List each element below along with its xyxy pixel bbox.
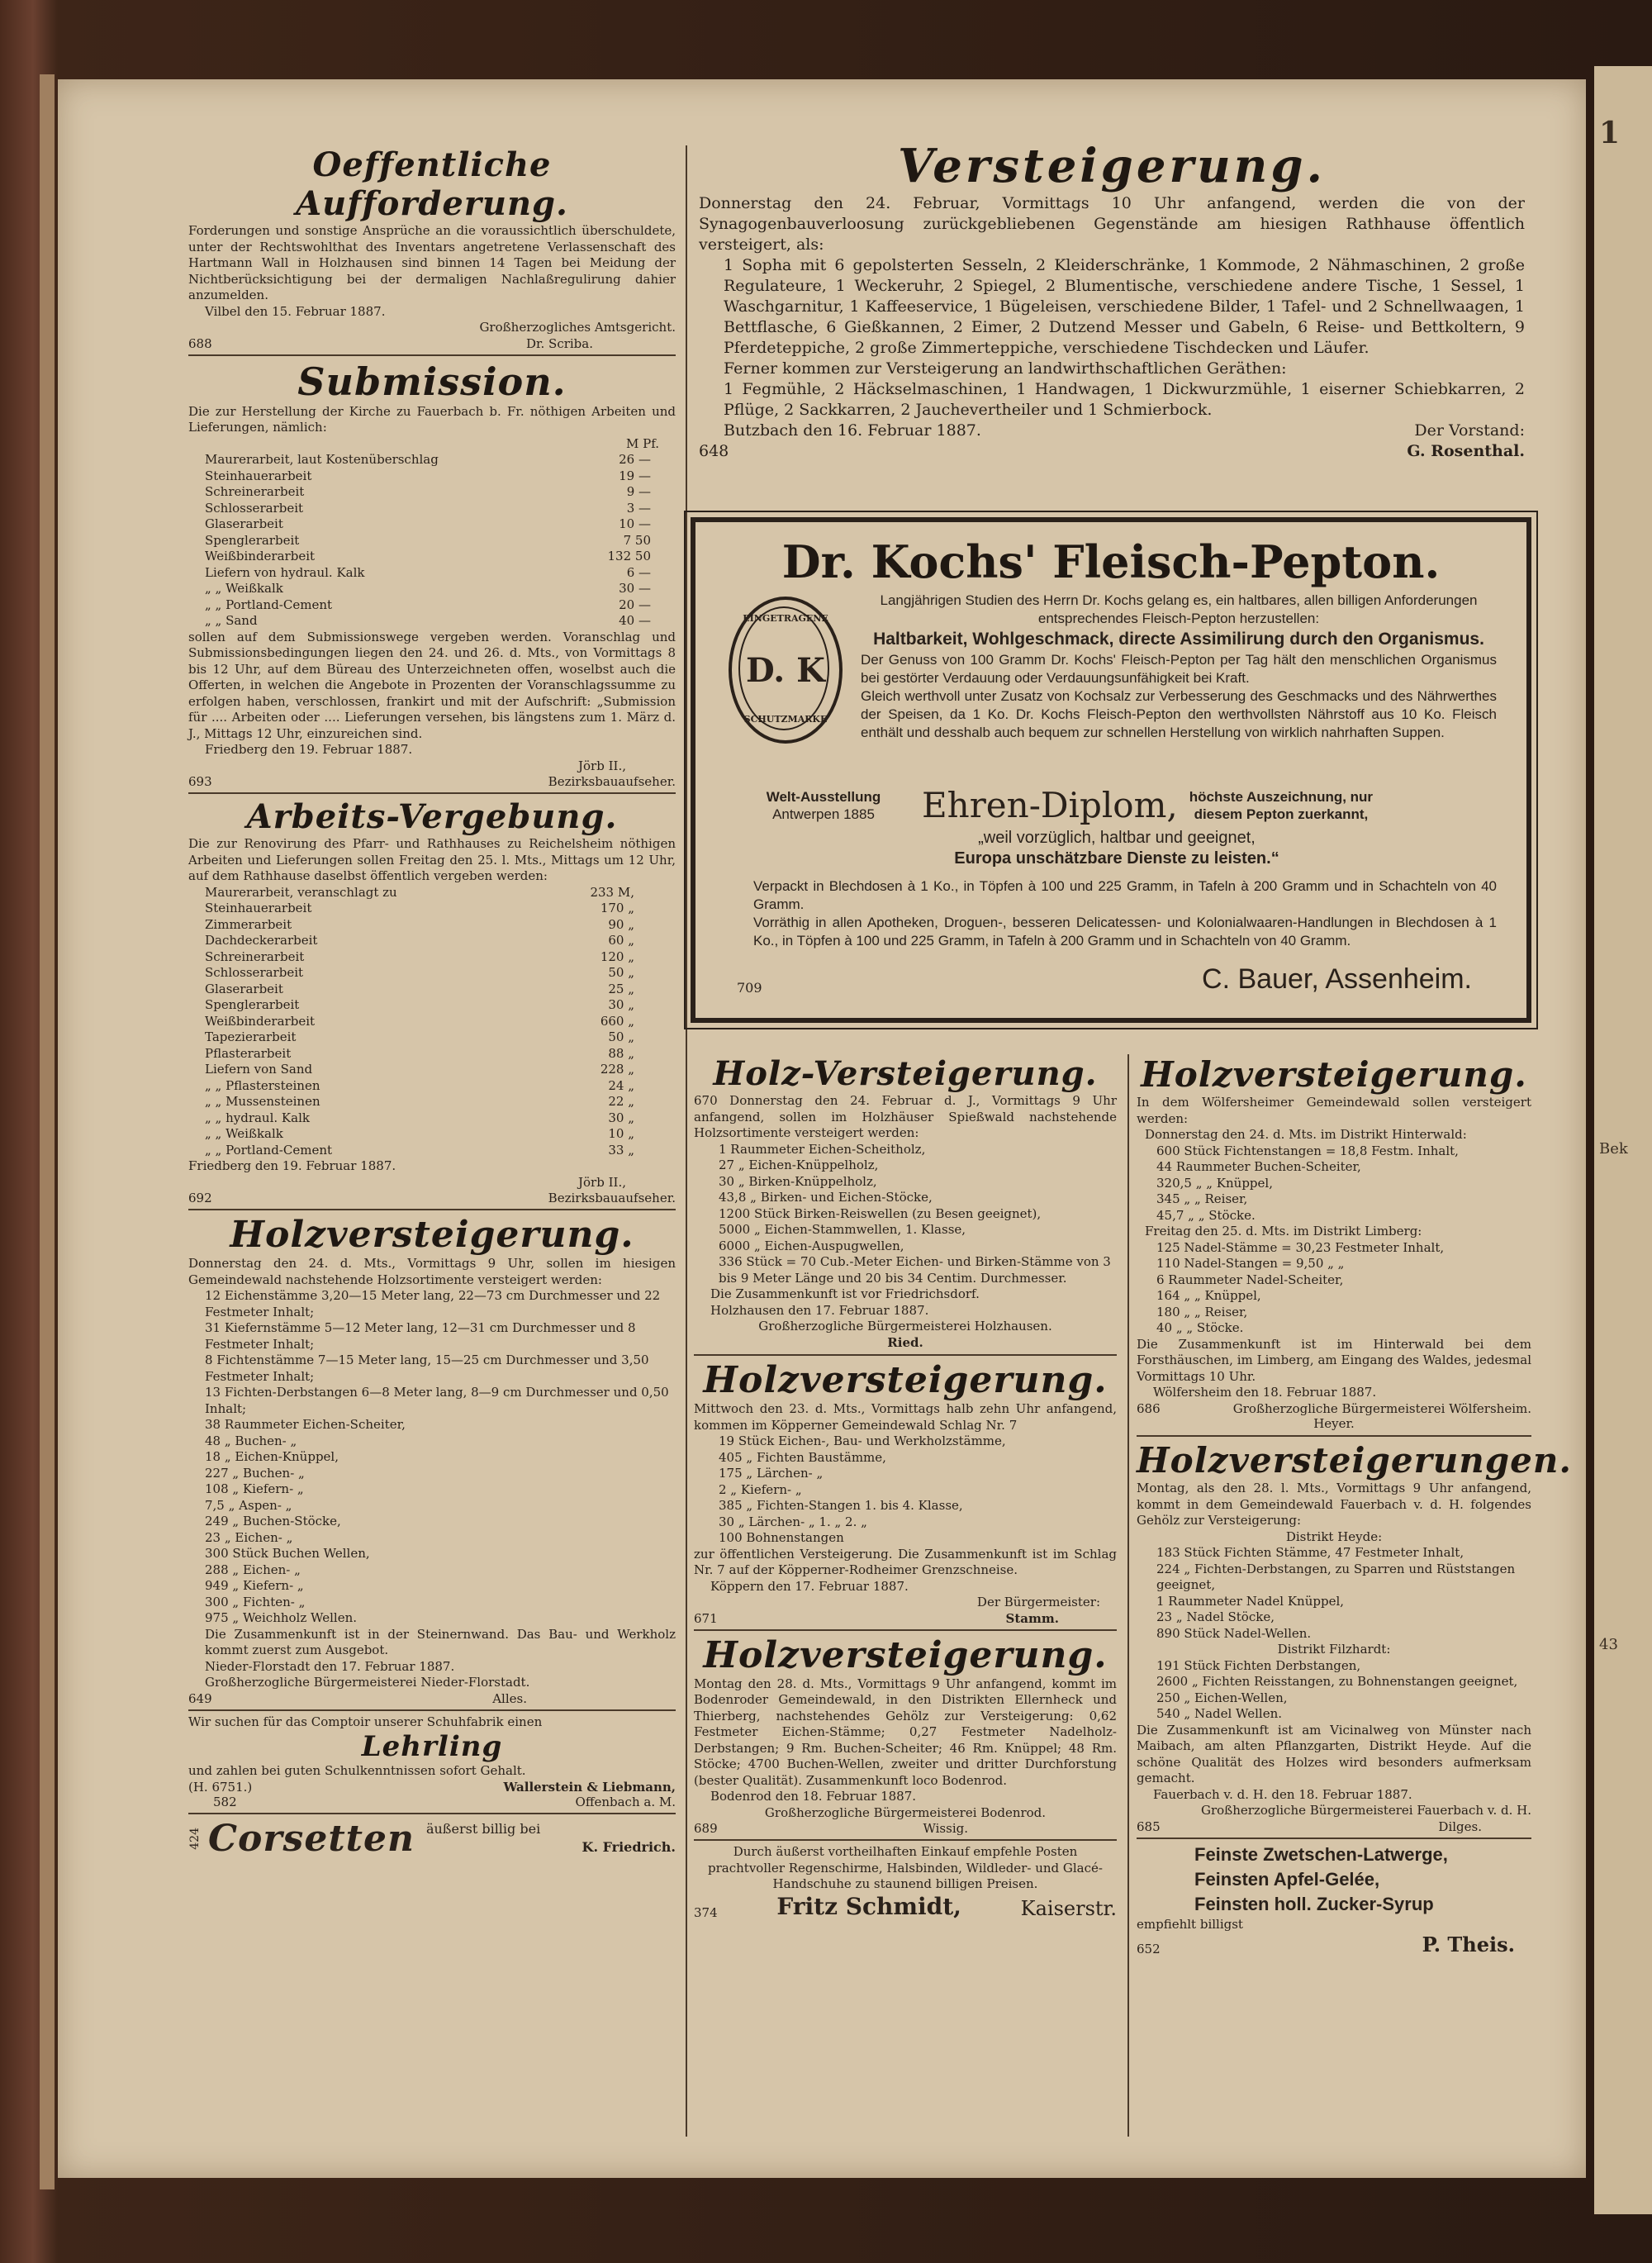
item-label: Liefern von hydraul. Kalk — [205, 564, 365, 580]
holzvers-date: Holzhausen den 17. Februar 1887. — [710, 1302, 929, 1318]
holzf-notice — [1137, 1440, 1573, 1834]
table-row — [205, 917, 634, 934]
holz3-name: Wissig. — [923, 1821, 968, 1836]
versteigerung-name: G. Rosenthal. — [1407, 442, 1525, 460]
list-item: 227 „ Buchen- „ — [205, 1465, 305, 1481]
aufforderung-body: Forderungen und sonstige Ansprüche an die voraussichtlich überschuldete, unter der Rechtswohlthat des Inventars angetretene Verlassenschaft des Hartmann Wall in Holzhausen sind binnen 14 Tagen bei Meidung der Nichtberücksichtigung bei der dermaligen Nachlaßregulirung dahier anzumelden. — [188, 223, 676, 302]
list-item: 540 „ Nadel Wellen. — [1156, 1706, 1283, 1721]
theis-number: 652 — [1137, 1942, 1161, 1956]
holz1-name: Alles. — [492, 1690, 527, 1706]
kochs-firm: C. Bauer, Assenheim. — [1202, 963, 1472, 995]
holzw-d1: Donnerstag den 24. d. Mts. im Distrikt Hinterwald: — [1145, 1127, 1467, 1142]
list-item: 23 „ Nadel Stöcke, — [1156, 1609, 1275, 1624]
item-label: „ „ Mussensteinen — [205, 1094, 320, 1109]
column-left — [188, 145, 676, 1860]
item-value: 9 — — [626, 484, 651, 499]
kochs-p5: Vorräthig in allen Apotheken, Droguen-, besseren Delicatessen- und Kolonialwaaren-Handlungen in Blechdosen à 1 Ko., in Töpfen à 100 und 225 Gramm, in Tafeln à 200 Gramm und in Schachteln von 40 Gramm. — [753, 915, 1497, 948]
aufforderung-date: Vilbel den 15. Februar 1887. — [205, 303, 386, 319]
item-value: 30 „ — [608, 997, 634, 1012]
versteigerung-notice — [699, 139, 1525, 462]
holz2-date: Köppern den 17. Februar 1887. — [710, 1578, 909, 1594]
item-label: Spenglerarbeit — [205, 532, 300, 548]
item-value: 132 50 — [607, 549, 651, 563]
corsetten-text: äußerst billig bei — [425, 1821, 541, 1837]
submission-date: Friedberg den 19. Februar 1887. — [205, 742, 413, 757]
item-label: „ „ Sand — [205, 613, 258, 628]
item-value: 7 50 — [623, 532, 651, 548]
item-label: Maurerarbeit, laut Kostenüberschlag — [205, 452, 439, 467]
kochs-expo1: Welt-Ausstellung — [766, 788, 881, 805]
list-item: 7,5 „ Aspen- „ — [205, 1497, 292, 1513]
emblem-bottom-text: SCHUTZMARKE — [743, 714, 828, 725]
versteigerung-number: 648 — [699, 442, 729, 460]
holzf-body: Die Zusammenkunft ist am Vicinalweg von Münster nach Maibach, am alten Pflanzgarten, Distrikt Heyde. Auf die schöne Qualität des Holzes wird besonders aufmerksam gemacht. — [1137, 1722, 1531, 1785]
theis-text: empfiehlt billigst — [1137, 1916, 1243, 1932]
schmidt-number: 374 — [694, 1904, 718, 1920]
table-row — [205, 549, 651, 565]
kochs-expo2: Antwerpen 1885 — [772, 806, 875, 822]
submission-name: Jörb II., — [578, 758, 626, 773]
list-item: 19 Stück Eichen-, Bau- und Werkholzstämme, — [719, 1433, 1006, 1448]
list-item: 405 „ Fichten Baustämme, — [719, 1449, 886, 1465]
holz1-notice — [188, 1214, 676, 1706]
table-row — [205, 501, 651, 517]
list-item: 13 Fichten-Derbstangen 6—8 Meter lang, 8—9 cm Durchmesser und 0,50 Inhalt; — [205, 1385, 669, 1416]
table-row — [205, 1094, 634, 1110]
holzw-signer: Großherzogliche Bürgermeisterei Wölfersheim. — [1232, 1400, 1531, 1416]
list-item: 40 „ „ Stöcke. — [1156, 1320, 1244, 1335]
list-item: 224 „ Fichten-Derbstangen, zu Sparren und Rüststangen geeignet, — [1156, 1561, 1516, 1592]
item-label: Schreinerarbeit — [205, 948, 305, 964]
item-label: Schreinerarbeit — [205, 484, 305, 499]
table-row — [205, 1029, 634, 1046]
list-item: 249 „ Buchen-Stöcke, — [205, 1514, 341, 1528]
item-label: Liefern von Sand — [205, 1062, 313, 1077]
table-row — [205, 982, 634, 998]
lehrling-text: Wir suchen für das Comptoir unserer Schuhfabrik einen — [188, 1714, 543, 1729]
divider — [188, 354, 676, 356]
arbeits-title: Arbeits-Vergebung. — [246, 797, 618, 836]
arbeits-name: Jörb II., — [578, 1174, 626, 1190]
table-row — [205, 933, 634, 949]
theis-line2: Feinsten Apfel-Gelée, — [1194, 1868, 1380, 1890]
holzw-d2: Freitag den 25. d. Mts. im Distrikt Limberg: — [1145, 1224, 1422, 1238]
holzvers-name: Ried. — [887, 1334, 923, 1350]
lehrling-ref: (H. 6751.) — [188, 1779, 253, 1795]
versteigerung-signer: Der Vorstand: — [1414, 421, 1525, 440]
item-value: 19 — — [619, 468, 651, 483]
holzvers-signer: Großherzogliche Bürgermeisterei Holzhausen. — [758, 1319, 1052, 1334]
table-row — [205, 452, 651, 468]
holz2-signer: Der Bürgermeister: — [976, 1595, 1100, 1609]
item-value: 20 — — [619, 597, 651, 612]
kochs-p2: Der Genuss von 100 Gramm Dr. Kochs' Fleisch-Pepton per Tag hält den menschlichen Organismus bei gestörter Verdauung oder Verdauungsunfähigkeit bei Kraft. — [861, 652, 1497, 686]
holzf-number: 685 — [1137, 1818, 1161, 1834]
arbeits-table — [205, 885, 634, 1159]
corsetten-name: K. Friedrich. — [582, 1839, 676, 1855]
versteigerung-title: Versteigerung. — [897, 139, 1327, 193]
item-value: 90 „ — [608, 916, 634, 932]
aufforderung-title: Oeffentliche Aufforderung. — [296, 145, 568, 223]
item-label: Tapezierarbeit — [205, 1029, 297, 1044]
item-label: Weißbinderarbeit — [205, 549, 316, 563]
kochs-award1: höchste Auszeichnung, nur — [1189, 788, 1374, 805]
schutzmarke-emblem — [729, 597, 843, 744]
arbeits-signer: Bezirksbauaufseher. — [548, 1191, 676, 1205]
holzw-name: Heyer. — [1313, 1415, 1355, 1431]
item-value: 24 „ — [608, 1077, 634, 1093]
newspaper-page — [58, 79, 1586, 2178]
list-item: 180 „ „ Reiser, — [1156, 1304, 1248, 1319]
table-row — [205, 885, 634, 901]
divider — [694, 1839, 1117, 1841]
lehrling-place: Offenbach a. M. — [575, 1794, 676, 1809]
divider — [694, 1354, 1117, 1356]
item-value: 30 „ — [608, 1110, 634, 1125]
list-item: 345 „ „ Reiser, — [1156, 1191, 1248, 1206]
item-value: 33 „ — [608, 1142, 634, 1158]
arbeits-notice — [188, 797, 676, 1205]
kochs-p3: Gleich werthvoll unter Zusatz von Kochsalz zur Verbesserung des Geschmacks und des Nährwerthes der Speisen, da 1 Ko. Dr. Kochs Fleisch-Pepton den werthvollsten Nährstoff aus 10 Ko. Fleisch enthält und desshalb auch bequem zur schnellen Herstellung von wirklich nahrhaften Suppen. — [861, 688, 1497, 740]
table-row — [205, 997, 634, 1014]
lehrling-number: 582 — [213, 1794, 237, 1809]
table-row — [205, 581, 651, 597]
item-value: 170 „ — [600, 901, 634, 915]
divider — [1137, 1837, 1531, 1839]
holz2-body: zur öffentlichen Versteigerung. Die Zusammenkunft ist im Schlag Nr. 7 auf der Köpperner-Rodheimer Grenzschneise. — [694, 1546, 1117, 1577]
versteigerung-more: Ferner kommen zur Versteigerung an landwirthschaftlichen Geräthen: — [724, 359, 1287, 378]
list-item: 23 „ Eichen- „ — [205, 1529, 293, 1545]
lehrling-firm: Wallerstein & Liebmann, — [503, 1779, 676, 1795]
theis-line1: Feinste Zwetschen-Latwerge, — [1194, 1843, 1448, 1865]
item-label: Steinhauerarbeit — [205, 901, 312, 915]
table-row — [205, 597, 651, 614]
list-item: 183 Stück Fichten Stämme, 47 Festmeter Inhalt, — [1156, 1545, 1464, 1560]
holz2-number: 671 — [694, 1610, 718, 1626]
table-row — [205, 1110, 634, 1127]
holzf-intro: Montag, als den 28. l. Mts., Vormittags 9 Uhr anfangend, kommt in dem Gemeindewald Fauerbach v. d. H. folgendes Gehölz zur Versteigerung: — [1137, 1481, 1531, 1528]
table-row — [205, 1143, 634, 1159]
theis-ad — [1137, 1842, 1531, 1957]
item-value: 6 — — [626, 564, 651, 580]
holzvers-body: Die Zusammenkunft ist vor Friedrichsdorf. — [710, 1286, 980, 1301]
holz1-date: Nieder-Florstadt den 17. Februar 1887. — [205, 1658, 455, 1674]
list-item: 300 „ Fichten- „ — [205, 1594, 306, 1609]
divider — [694, 1629, 1117, 1631]
versteigerung-intro: Donnerstag den 24. Februar, Vormittags 10 Uhr anfangend, werden die von der Synagogenbauverloosung zurückgebliebenen Gegenstände am hiesigen Rathhause öffentlich versteigert, als: — [699, 194, 1525, 254]
kochs-quote2: Europa unschätzbare Dienste zu leisten.“ — [954, 849, 1279, 868]
theis-name: P. Theis. — [1422, 1933, 1515, 1956]
item-value: 22 „ — [608, 1094, 634, 1109]
item-label: Dachdeckerarbeit — [205, 933, 318, 948]
list-item: 164 „ „ Knüppel, — [1156, 1288, 1261, 1303]
holzvers-title: Holz-Versteigerung. — [713, 1054, 1098, 1093]
holz2-notice — [694, 1359, 1117, 1626]
kochs-pepton-ad — [691, 517, 1531, 1023]
list-item: 6 Raummeter Nadel-Scheiter, — [1156, 1272, 1344, 1287]
submission-table — [205, 452, 651, 630]
lehrling-title: Lehrling — [361, 1730, 503, 1763]
list-item: 6000 „ Eichen-Auspugwellen, — [719, 1238, 904, 1253]
table-row — [205, 965, 634, 982]
list-item: 1 Raummeter Nadel Knüppel, — [1156, 1593, 1345, 1609]
arbeits-intro: Die zur Renovirung des Pfarr- und Rathhauses zu Reichelsheim nöthigen Arbeiten und Lieferungen sollen Freitag den 25. l. Mts., Mittags um 12 Uhr, auf dem Rathhause daselbst öffentlich vergeben werden: — [188, 836, 676, 883]
list-item: 1 Raummeter Eichen-Scheitholz, — [719, 1141, 926, 1157]
versteigerung-list2: 1 Fegmühle, 2 Häckselmaschinen, 1 Handwagen, 1 Dickwurzmühle, 1 eiserner Schiebkarren, 2 Pflüge, 2 Sackkarren, 2 Jauchevertheiler und 1 Schmierbock. — [724, 380, 1525, 419]
list-item: 600 Stück Fichtenstangen = 18,8 Festm. Inhalt, — [1156, 1143, 1459, 1158]
holz1-title: Holzversteigerung. — [230, 1214, 634, 1256]
list-item: 12 Eichenstämme 3,20—15 Meter lang, 22—73 cm Durchmesser und 22 Festmeter Inhalt; — [205, 1288, 661, 1319]
holzw-body: Die Zusammenkunft ist im Hinterwald bei dem Forsthäuschen, im Limberg, am Eingang des Waldes, jedesmal Vormittags 10 Uhr. — [1137, 1336, 1531, 1384]
submission-title: Submission. — [297, 359, 567, 404]
schmidt-text: Durch äußerst vortheilhaften Einkauf empfehle Posten prachtvoller Regenschirme, Halsbinden, Wildleder- und Glacé-Handschuhe zu staunend billigen Preisen. — [708, 1844, 1103, 1891]
list-item: 2600 „ Fichten Reisstangen, zu Bohnenstangen geeignet, — [1156, 1674, 1518, 1689]
kochs-diplom: Ehren-Diplom, — [922, 785, 1178, 825]
item-value: 50 „ — [608, 1029, 634, 1044]
holz1-intro: Donnerstag den 24. d. Mts., Vormittags 9 Uhr, sollen im hiesigen Gemeindewald nachstehende Holzsortimente versteigert werden: — [188, 1256, 676, 1287]
item-label: Schlosserarbeit — [205, 965, 304, 980]
table-row — [205, 613, 651, 630]
item-label: Weißbinderarbeit — [205, 1013, 316, 1029]
list-item: 336 Stück = 70 Cub.-Meter Eichen- und Birken-Stämme von 3 bis 9 Meter Länge und 20 bis 34 Centim. Durchmesser. — [719, 1254, 1111, 1286]
holzf-title: Holzversteigerungen. — [1137, 1440, 1573, 1481]
divider — [188, 792, 676, 794]
next-page-edge: 1 Bek 43 — [1594, 66, 1652, 2214]
item-value: 88 „ — [608, 1045, 634, 1061]
item-value: 10 „ — [608, 1126, 634, 1141]
list-item: 175 „ Lärchen- „ — [719, 1466, 824, 1481]
aufforderung-name: Dr. Scriba. — [525, 335, 593, 351]
item-value: 3 — — [626, 500, 651, 516]
holz2-list — [694, 1433, 1117, 1547]
list-item: 2 „ Kiefern- „ — [719, 1481, 802, 1497]
table-row — [205, 468, 651, 485]
item-value: 30 — — [619, 581, 651, 596]
holz1-signer: Großherzogliche Bürgermeisterei Nieder-Florstadt. — [205, 1675, 530, 1690]
item-label: Schlosserarbeit — [205, 500, 304, 516]
aufforderung-signer: Großherzogliches Amtsgericht. — [479, 320, 676, 335]
corsetten-title: Corsetten — [208, 1817, 415, 1860]
holzw-list1 — [1137, 1143, 1531, 1224]
holz3-body: Montag den 28. d. Mts., Vormittags 9 Uhr anfangend, kommt im Bodenroder Gemeindewald, in den Distrikten Ellernheck und Thierberg, nachstehendes Gehölz zur Versteigerung: 0,62 Festmeter Eichen-Stämme; 0,27 Festmeter Nadelholz-Derbstangen; 9 Rm. Buchen-Scheiter; 46 Rm. Knüppel; 48 Rm. Stöcke; 4700 Buchen-Wellen, zweiter und dritter Durchforstung (bester Qualität). Zusammenkunft loco Bodenrod. — [694, 1676, 1117, 1788]
emblem-top-text: EINGETRAGENE — [743, 613, 828, 624]
list-item: 48 „ Buchen- „ — [205, 1433, 297, 1448]
holzvers-notice — [694, 1054, 1117, 1351]
holz2-intro: Mittwoch den 23. d. Mts., Vormittags halb zehn Uhr anfangend, kommen im Köpperner Gemeindewald Schlag Nr. 7 — [694, 1401, 1117, 1433]
item-value: 660 „ — [600, 1013, 634, 1029]
holz1-list — [188, 1288, 676, 1627]
item-value: 228 „ — [600, 1062, 634, 1077]
schmidt-place: Kaiserstr. — [1020, 1896, 1117, 1920]
list-item: 43,8 „ Birken- und Eichen-Stöcke, — [719, 1190, 933, 1205]
kochs-title: Dr. Kochs' Fleisch-Pepton. — [781, 535, 1441, 588]
holzf-list1 — [1137, 1545, 1531, 1642]
list-item: 5000 „ Eichen-Stammwellen, 1. Klasse, — [719, 1222, 966, 1237]
table-row — [205, 1014, 634, 1030]
theis-line3: Feinsten holl. Zucker-Syrup — [1194, 1893, 1434, 1914]
divider — [1137, 1435, 1531, 1437]
column-right — [1137, 1054, 1573, 1956]
item-value: 25 „ — [608, 981, 634, 996]
kochs-p1: Langjährigen Studien des Herrn Dr. Kochs gelang es, ein haltbares, allen billigen Anforderungen entsprechendes Fleisch-Pepton herzustellen: — [880, 592, 1478, 626]
arbeits-number: 692 — [188, 1191, 212, 1205]
versteigerung-list: 1 Sopha mit 6 gepolsterten Sesseln, 2 Kleiderschränke, 1 Kommode, 2 Nähmaschinen, 2 große Regulateure, 1 Weckeruhr, 2 Spiegel, 2 Blumentische, verschiedene andere Tische, 1 Sessel, 1 Waschgarnitur, 1 Kaffeeservice, 1 Bügeleisen, verschiedene Bilder, 1 Tafel- und 2 Schnellwaagen, 1 Bettflasche, 6 Gießkannen, 2 Eimer, 2 Dutzend Messer und Gabeln, 6 Reise- und Bettkoltern, 9 Pferdeteppiche, 2 große Zimmerteppiche, verschiedene Tischdecken und Läufer. — [724, 256, 1525, 357]
lehrling-ad — [188, 1714, 676, 1809]
list-item: 300 Stück Buchen Wellen, — [205, 1546, 370, 1561]
item-label: Glaserarbeit — [205, 516, 283, 531]
table-row — [205, 1062, 634, 1078]
item-label: „ „ hydraul. Kalk — [205, 1110, 310, 1125]
list-item: 100 Bohnenstangen — [719, 1530, 844, 1545]
holzvers-list — [694, 1142, 1117, 1287]
kochs-award2: diesem Pepton zuerkannt, — [1194, 806, 1369, 822]
submission-signer: Bezirksbauaufseher. — [548, 774, 676, 789]
divider — [188, 1709, 676, 1711]
schmidt-name: Fritz Schmidt, — [776, 1892, 961, 1920]
list-item: 38 Raummeter Eichen-Scheiter, — [205, 1417, 406, 1432]
item-value: 10 — — [619, 516, 651, 531]
column-middle — [694, 1054, 1117, 1920]
item-label: Maurerarbeit, veranschlagt zu — [205, 884, 397, 900]
table-row — [205, 484, 651, 501]
item-label: Glaserarbeit — [205, 981, 283, 996]
holz3-signer: Großherzogliche Bürgermeisterei Bodenrod. — [764, 1804, 1047, 1820]
column-rule-2 — [1127, 1054, 1129, 2137]
versteigerung-date: Butzbach den 16. Februar 1887. — [724, 421, 981, 440]
submission-body: sollen auf dem Submissionswege vergeben werden. Voranschlag und Submissionsbedingungen liegen den 24. und 26. d. Mts., von Vormittags 8 bis 12 Uhr, auf dem Büreau des Unterzeichneten offen, woselbst auch die Offerten, in welchen die Angebote in Prozenten der Voranschlagssumme zu erfolgen haben, verschlossen, frankirt und mit der Aufschrift: „Submission für .... Arbeiten oder .... Lieferungen versehen, bis längstens zum 1. März d. J., Mittags 12 Uhr, einzureichen sind. — [188, 629, 676, 741]
table-row — [205, 1126, 634, 1143]
item-label: „ „ Pflastersteinen — [205, 1077, 320, 1093]
submission-number: 693 — [188, 774, 212, 789]
kochs-number: 709 — [737, 980, 762, 996]
holzf-name: Dilges. — [1438, 1818, 1482, 1834]
holzw-date: Wölfersheim den 18. Februar 1887. — [1153, 1385, 1377, 1400]
list-item: 30 „ Lärchen- „ 1. „ 2. „ — [719, 1514, 867, 1529]
list-item: 320,5 „ „ Knüppel, — [1156, 1175, 1273, 1191]
item-value: 26 — — [619, 452, 651, 467]
item-label: „ „ Portland-Cement — [205, 597, 333, 612]
holzf-d2: Distrikt Filzhardt: — [1277, 1642, 1391, 1657]
corsetten-ad — [188, 1818, 676, 1860]
list-item: 27 „ Eichen-Knüppelholz, — [719, 1158, 879, 1172]
table-row — [205, 1078, 634, 1095]
list-item: 975 „ Weichholz Wellen. — [205, 1610, 357, 1625]
table-row — [205, 1046, 634, 1063]
holz3-date: Bodenrod den 18. Februar 1887. — [710, 1789, 917, 1804]
kochs-p4: Verpackt in Blechdosen à 1 Ko., in Töpfen à 100 und 225 Gramm, in Tafeln à 200 Gramm und in Schachteln von 40 Gramm. — [753, 878, 1497, 912]
lehrling-text2: und zahlen bei guten Schulkenntnissen sofort Gehalt. — [188, 1763, 526, 1778]
list-item: 45,7 „ „ Stöcke. — [1156, 1207, 1256, 1223]
holzw-list2 — [1137, 1240, 1531, 1337]
holzvers-intro: 670 Donnerstag den 24. Februar d. J., Vormittags 9 Uhr anfangend, sollen im Holzhäuser Spießwald nachstehende Holzsortimente versteigert werden: — [694, 1093, 1117, 1140]
holzf-d1: Distrikt Heyde: — [1285, 1528, 1383, 1544]
list-item: 890 Stück Nadel-Wellen. — [1156, 1625, 1312, 1641]
list-item: 288 „ Eichen- „ — [205, 1562, 301, 1577]
table-row — [205, 565, 651, 582]
submission-unit: M Pf. — [625, 435, 659, 451]
aufforderung-number: 688 — [188, 335, 212, 351]
item-label: Zimmerarbeit — [205, 916, 292, 932]
divider — [188, 1209, 676, 1210]
holz1-body: Die Zusammenkunft ist in der Steinernwand. Das Bau- und Werkholz kommt zuerst zum Ausgebot. — [205, 1626, 676, 1657]
item-value: 120 „ — [600, 948, 634, 964]
item-label: Steinhauerarbeit — [205, 468, 312, 483]
holzw-number: 686 — [1137, 1400, 1161, 1416]
item-label: „ „ Portland-Cement — [205, 1142, 333, 1158]
table-row — [205, 949, 634, 966]
list-item: 30 „ Birken-Knüppelholz, — [719, 1173, 877, 1189]
list-item: 1200 Stück Birken-Reiswellen (zu Besen geeignet), — [719, 1205, 1042, 1221]
holz3-number: 689 — [694, 1821, 718, 1836]
item-label: Spenglerarbeit — [205, 997, 300, 1012]
emblem-monogram: D. K — [746, 651, 825, 690]
arbeits-date: Friedberg den 19. Februar 1887. — [188, 1158, 396, 1173]
corsetten-number: 424 — [188, 1827, 202, 1850]
holzw-title: Holzversteigerung. — [1141, 1054, 1527, 1095]
divider — [188, 1813, 676, 1814]
book-spine-edge — [40, 74, 55, 2189]
aufforderung-notice — [188, 145, 676, 351]
item-value: 40 — — [619, 613, 651, 628]
holzf-list2 — [1137, 1658, 1531, 1723]
holz1-number: 649 — [188, 1690, 212, 1706]
list-item: 385 „ Fichten-Stangen 1. bis 4. Klasse, — [719, 1498, 963, 1513]
item-value: 60 „ — [608, 933, 634, 948]
table-row — [205, 533, 651, 549]
list-item: 8 Fichtenstämme 7—15 Meter lang, 15—25 cm Durchmesser und 3,50 Festmeter Inhalt; — [205, 1353, 649, 1384]
list-item: 44 Raummeter Buchen-Scheiter, — [1156, 1159, 1361, 1174]
holzw-intro: In dem Wölfersheimer Gemeindewald sollen versteigert werden: — [1137, 1095, 1531, 1126]
table-row — [205, 901, 634, 917]
holzf-date: Fauerbach v. d. H. den 18. Februar 1887. — [1153, 1786, 1412, 1802]
list-item: 191 Stück Fichten Derbstangen, — [1156, 1657, 1361, 1673]
item-label: Pflasterarbeit — [205, 1045, 292, 1061]
item-value: 50 „ — [608, 965, 634, 980]
list-item: 31 Kiefernstämme 5—12 Meter lang, 12—31 cm Durchmesser und 8 Festmeter Inhalt; — [205, 1320, 636, 1352]
item-label: „ „ Weißkalk — [205, 581, 283, 596]
kochs-p1b: Haltbarkeit, Wohlgeschmack, directe Assimilirung durch den Organismus. — [873, 630, 1484, 649]
holz2-name: Stamm. — [1005, 1610, 1059, 1626]
list-item: 110 Nadel-Stangen = 9,50 „ „ — [1156, 1256, 1345, 1271]
item-label: „ „ Weißkalk — [205, 1126, 283, 1141]
holz3-notice — [694, 1634, 1117, 1837]
list-item: 125 Nadel-Stämme = 30,23 Festmeter Inhalt, — [1156, 1239, 1445, 1255]
holzw-notice — [1137, 1054, 1531, 1432]
holz3-title: Holzversteigerung. — [703, 1633, 1108, 1676]
item-value: 233 M, — [590, 884, 634, 900]
table-row — [205, 516, 651, 533]
kochs-quote1: „weil vorzüglich, haltbar und geeignet, — [978, 829, 1256, 847]
holzf-signer: Großherzogliche Bürgermeisterei Fauerbach v. d. H. — [1201, 1803, 1531, 1818]
list-item: 18 „ Eichen-Knüppel, — [205, 1449, 339, 1464]
holz2-title: Holzversteigerung. — [703, 1359, 1108, 1401]
list-item: 108 „ Kiefern- „ — [205, 1481, 304, 1496]
schmidt-ad — [694, 1844, 1117, 1920]
list-item: 250 „ Eichen-Wellen, — [1156, 1690, 1288, 1705]
column-rule-1 — [686, 145, 687, 2137]
submission-notice — [188, 359, 676, 790]
list-item: 949 „ Kiefern- „ — [205, 1578, 304, 1593]
submission-intro: Die zur Herstellung der Kirche zu Fauerbach b. Fr. nöthigen Arbeiten und Lieferungen, nämlich: — [188, 403, 676, 435]
